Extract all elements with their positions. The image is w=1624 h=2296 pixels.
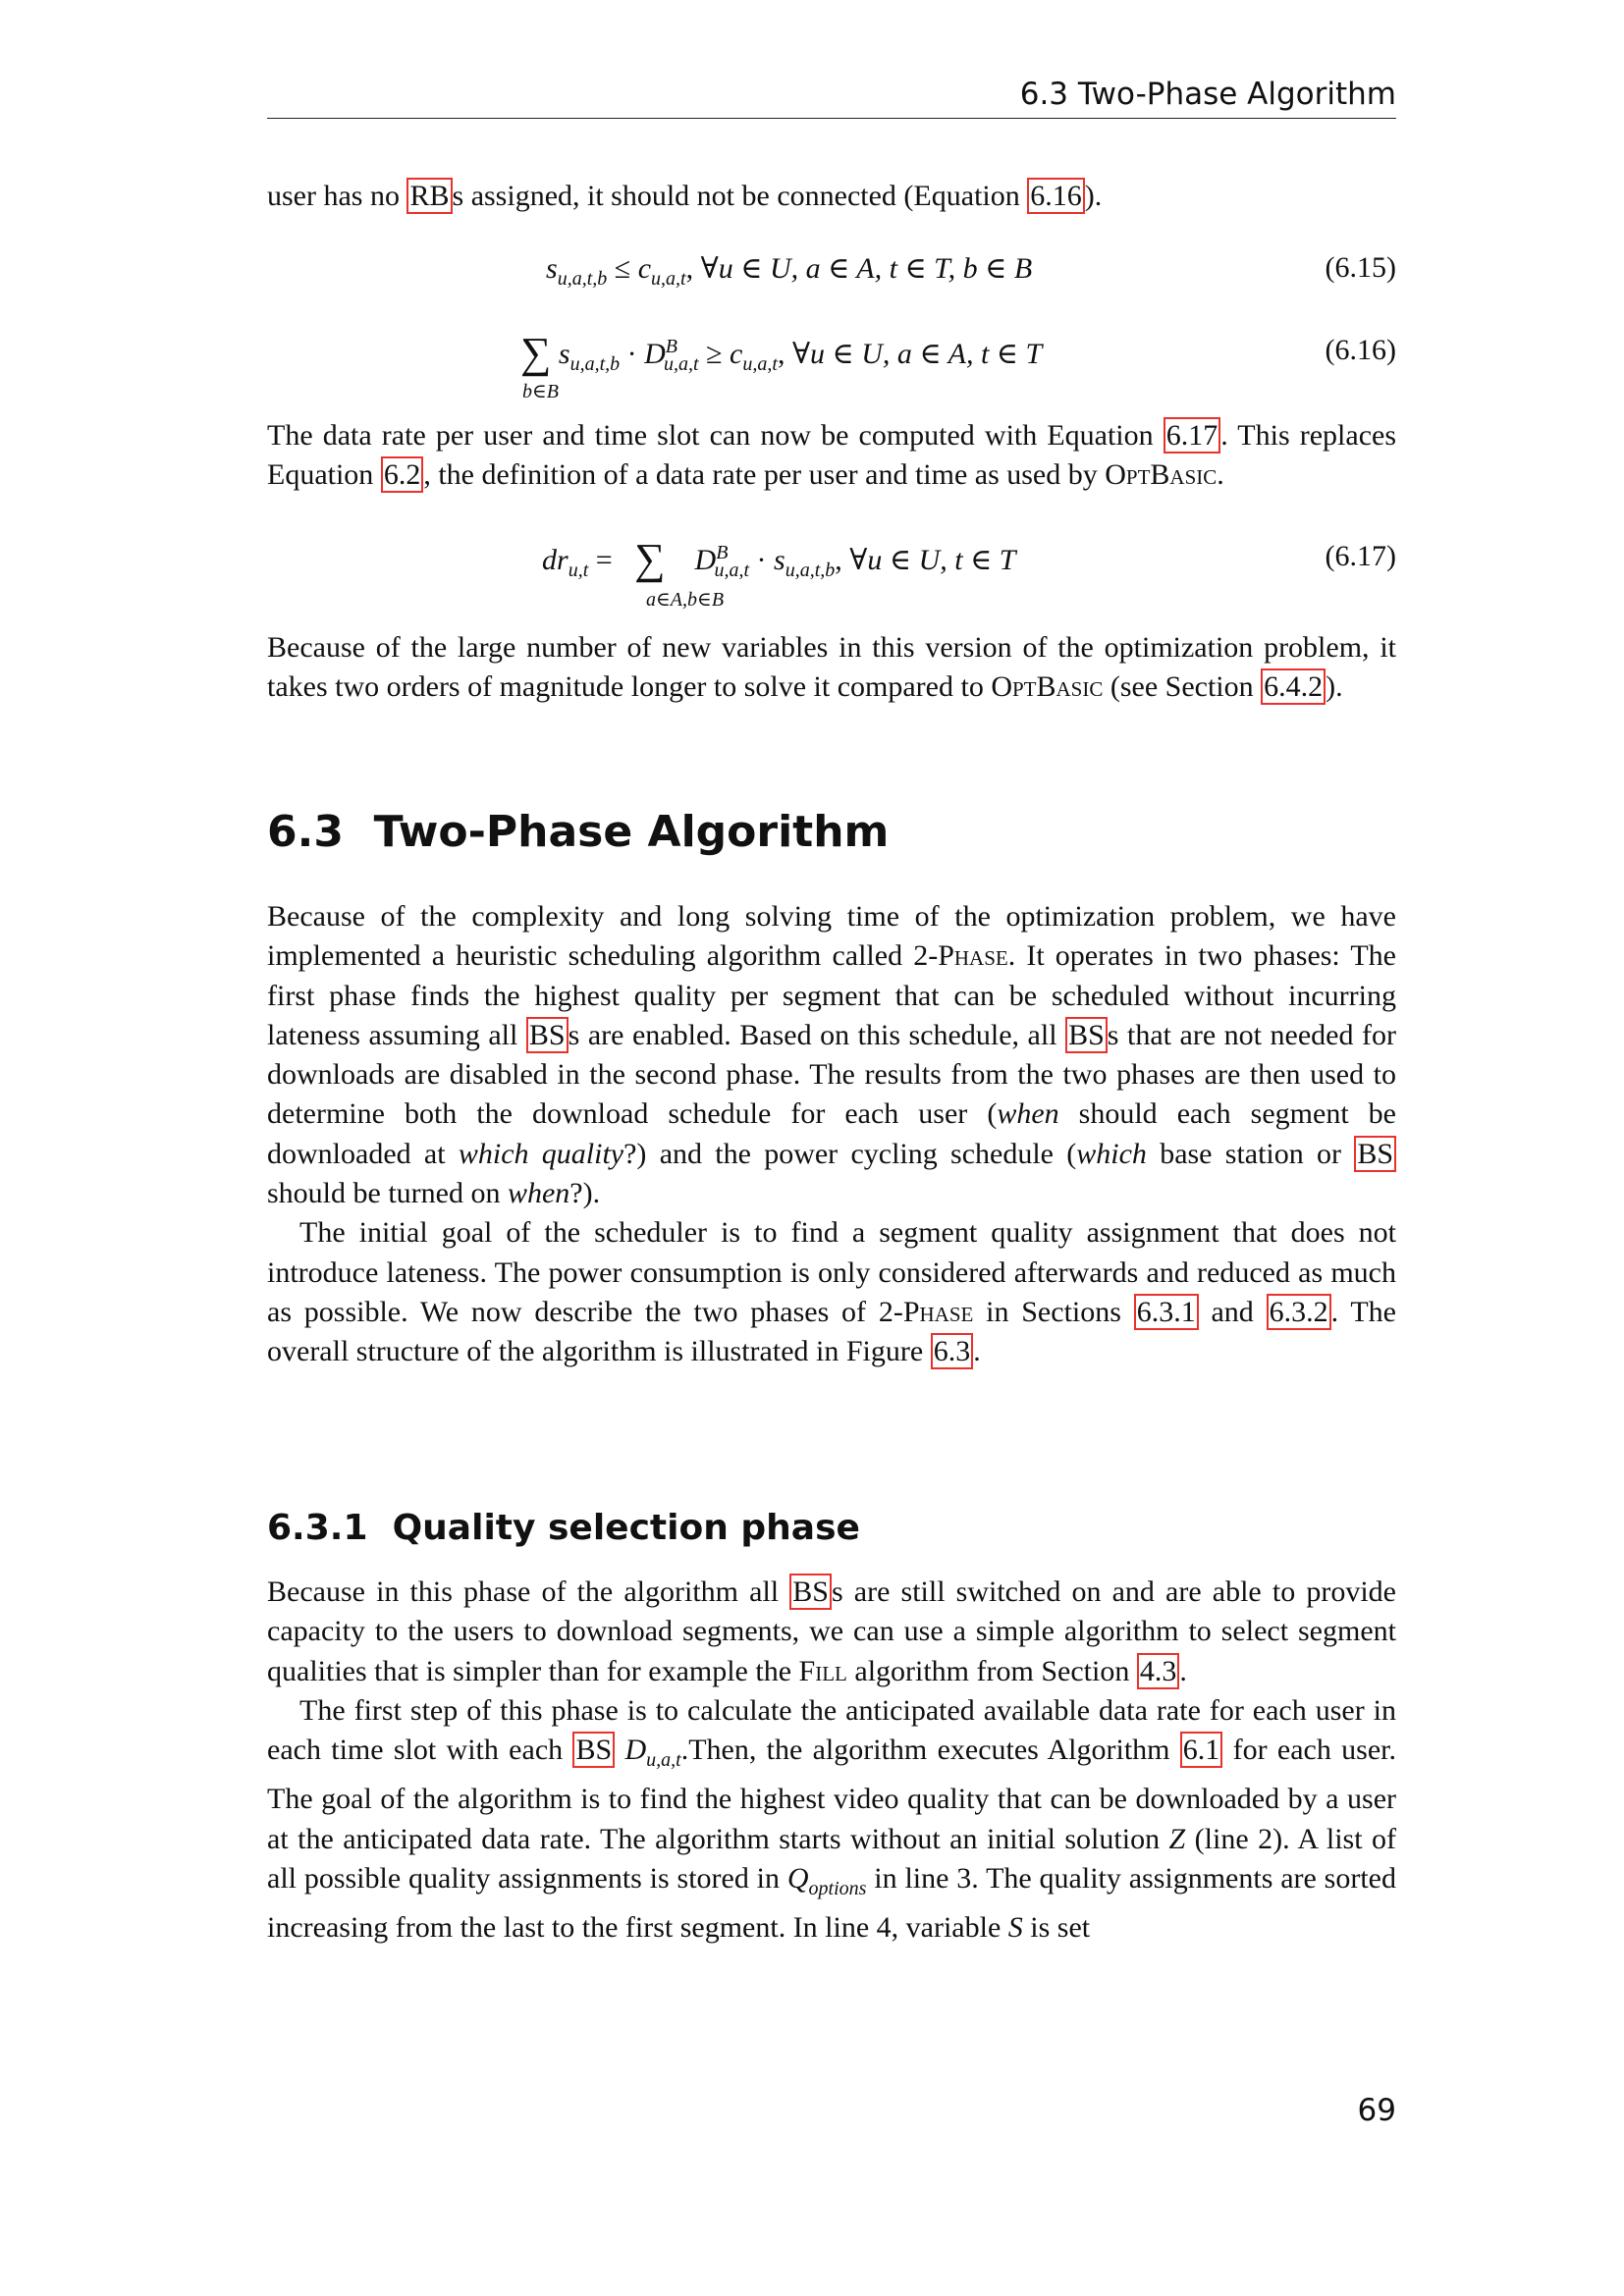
intro-paragraph: user has no RB s assigned, it should not be connected (Equation 6.16 ). (267, 180, 1103, 212)
sum-limit: a∈A,b∈B (646, 589, 725, 611)
equation-number: (6.17) (1325, 540, 1396, 572)
acronym-link-bs[interactable]: BS (526, 1017, 568, 1053)
complexity-paragraph: Because of the complexity and long solving time of the optimization problem, we have implemented a heuristic scheduling algorithm called 2-Phase. It operates in two phases: The first phase finds the highest quality per segment that can be scheduled without incurring lateness assuming all BS s are enabled. Based on this schedule, all BS s that are not needed for downloads are disabled in the second phase. The results from the two phases are then used to determine both the download schedule for each user (when should each segment be downloaded at which quality?) and the power cycling schedule (which base station or BS should be turned on when?). The initial goal of the scheduler is to find a segment quality assignment that does not introduce lateness. The power consumption is only considered afterwards and reduced as much as possible. We now describe the two phases of 2-Phase in Sections 6.3.1 and 6.3.2 . The overall structure of the algorithm is illustrated in Figure 6.3 . (267, 897, 1396, 1372)
equation-6-15 (267, 251, 1396, 294)
subsection-heading: 6.3.1 Quality selection phase (267, 1508, 860, 1548)
acronym-link-rb[interactable]: RB (406, 178, 452, 214)
acronym-link-bs[interactable]: BS (1354, 1136, 1396, 1172)
algorithm-link-6-1[interactable]: 6.1 (1180, 1732, 1223, 1768)
equation-6-16 (267, 324, 1396, 412)
goal-paragraph: The initial goal of the scheduler is to find a segment quality assignment that does not introduce lateness. The power consumption is only considered afterwards and reduced as much as possible. We now describe the two phases of 2-Phase in Sections 6.3.1 and 6.3.2 . The overall structure of the algorithm is illustrated in Figure 6.3 . (267, 1216, 1396, 1368)
page-number: 69 (1357, 2093, 1396, 2128)
equation-6-16-body: ∑ $s_{u,a,t,b} \cdot D^B_{u,a,t} \ge c_{u,a,t}$, ∀u ∈ U, a ∈ A, t ∈ T (520, 329, 1043, 377)
equation-6-17 (267, 530, 1396, 618)
data-rate-paragraph: The data rate per user and time slot can now be computed with Equation 6.17 . This replaces Equation 6.2 , the definition of a data rate per user and time as used by OptBasic. (267, 419, 1396, 492)
running-header: 6.3 Two-Phase Algorithm (267, 71, 1396, 119)
section-link-6-3-1[interactable]: 6.3.1 (1134, 1294, 1199, 1330)
equation-link-6-16[interactable]: 6.16 (1027, 178, 1085, 214)
equation-number: (6.15) (1325, 251, 1396, 284)
acronym-link-bs[interactable]: BS (572, 1732, 615, 1768)
section-link-4-3[interactable]: 4.3 (1137, 1653, 1180, 1689)
first-step-paragraph: The first step of this phase is to calculate the anticipated available data rate for each user in each time slot with each BS $D_{u,a,t}.Then$, the algorithm executes Algorithm 6.1 for each user. The goal of the algorithm is to find the highest video quality that can be downloaded by a user at the anticipated data rate. The algorithm starts without an initial solution Z (line 2). A list of all possible quality assignments is stored in $Q_{options}$ in line 3. The quality assignments are sorted increasing from the last to the first segment. In line 4, variable S is set (267, 1693, 1396, 1945)
figure-link-6-3[interactable]: 6.3 (931, 1333, 974, 1369)
variables-paragraph: Because of the large number of new variables in this version of the optimization problem, it takes two orders of magnitude longer to solve it compared to OptBasic (see Section 6.4.2 ). (267, 631, 1396, 704)
phase-paragraph: Because in this phase of the algorithm all BS s are still switched on and are able to provide capacity to the users to download segments, we can use a simple algorithm to select segment qualities that is simpler than for example the Fill algorithm from Section 4.3 . The first step of this phase is to calculate the anticipated available data rate for each user in each time slot with each BS $D_{u,a,t}.Then$, the algorithm executes Algorithm 6.1 for each user. The goal of the algorithm is to find the highest video quality that can be downloaded by a user at the anticipated data rate. The algorithm starts without an initial solution Z (line 2). A list of all possible quality assignments is stored in $Q_{options}$ in line 3. The quality assignments are sorted increasing from the last to the first segment. In line 4, variable S is set (267, 1573, 1396, 1949)
equation-number: (6.16) (1325, 334, 1396, 366)
section-heading: 6.3 Two-Phase Algorithm (267, 807, 890, 857)
sum-limit: b∈B (522, 381, 560, 402)
section-link-6-3-2[interactable]: 6.3.2 (1267, 1294, 1331, 1330)
acronym-link-bs[interactable]: BS (789, 1574, 832, 1610)
acronym-link-bs[interactable]: BS (1065, 1017, 1108, 1053)
equation-6-15-body: $s_{u,a,t,b} \le c_{u,a,t}$, ∀u ∈ U, a ∈ A, t ∈ T, b ∈ B (546, 252, 1033, 290)
equation-link-6-2[interactable]: 6.2 (381, 456, 424, 493)
equation-link-6-17[interactable]: 6.17 (1164, 417, 1221, 454)
equation-6-17-body: $dr_{u,t}$ = ∑ $D^B_{u,a,t} \cdot s_{u,a,t,b}$, ∀u ∈ U, t ∈ T (542, 535, 1016, 583)
section-link-6-4-2[interactable]: 6.4.2 (1261, 668, 1326, 705)
